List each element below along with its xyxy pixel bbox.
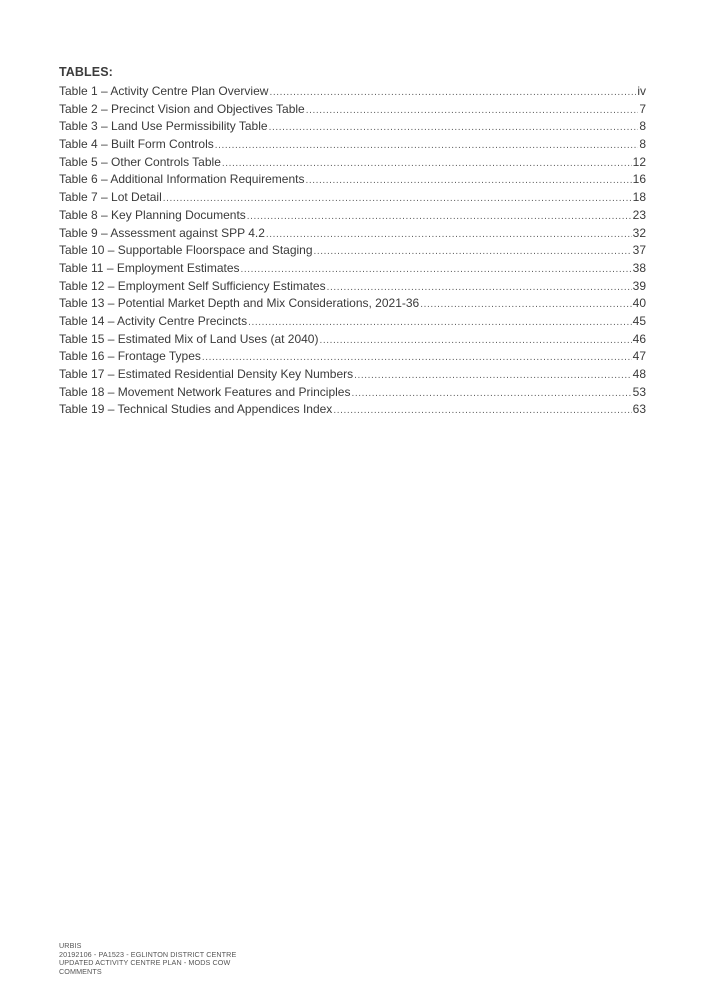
toc-dot-leader [202,349,632,367]
toc-entry-label: Table 11 – Employment Estimates [59,260,240,275]
toc-entry[interactable] [59,101,646,119]
toc-entry[interactable] [59,401,646,419]
toc-entry[interactable] [59,384,646,402]
toc-entry-page-number: 32 [632,225,646,240]
toc-entry[interactable] [59,260,646,278]
toc-entry-page-number: 48 [632,367,646,381]
toc-entry-label: Table 8 – Key Planning Documents [59,207,246,222]
toc-entry-label: Table 12 – Employment Self Sufficiency Estimates [59,278,326,293]
tables-list-of-contents [59,65,646,419]
toc-entry[interactable] [59,225,646,243]
footer-reference: 20192106 - PA1523 - EGLINTON DISTRICT CENTRE [59,949,237,959]
toc-dot-leader [269,119,639,137]
toc-entry[interactable] [59,331,646,349]
toc-entry-page-number: 45 [632,313,646,328]
toc-dot-leader [241,261,632,279]
toc-entry-label: Table 13 – Potential Market Depth and Mix Considerations, 2021-36 [59,296,420,311]
toc-entry[interactable] [59,207,646,225]
toc-dot-leader [333,402,631,420]
toc-entry-page-number: 8 [639,137,646,152]
toc-entry-page-number: 38 [632,260,646,275]
toc-entry[interactable] [59,278,646,296]
toc-entry-label: Table 4 – Built Form Controls [59,137,214,152]
toc-entry-page-number: 53 [632,384,646,399]
toc-entry-page-number: 39 [632,278,646,293]
toc-entries [59,83,646,419]
toc-dot-leader [305,172,631,190]
toc-dot-leader [319,332,631,350]
toc-entry-label: Table 19 – Technical Studies and Appendices Index [59,402,333,417]
toc-entry[interactable] [59,118,646,136]
footer-document-title: UPDATED ACTIVITY CENTRE PLAN - MODS COW [59,958,231,968]
toc-entry-page-number: iv [637,84,646,98]
toc-entry-label: Table 17 – Estimated Residential Density Key Numbers [59,367,354,381]
toc-entry[interactable] [59,242,646,260]
toc-entry-label: Table 7 – Lot Detail [59,190,162,205]
toc-dot-leader [269,84,636,102]
toc-heading: TABLES: [59,65,113,79]
toc-entry-page-number: 18 [632,190,646,205]
toc-entry-page-number: 46 [632,331,646,346]
toc-entry-label: Table 16 – Frontage Types [59,349,201,364]
toc-entry-label: Table 6 – Additional Information Requirements [59,172,305,187]
toc-entry-label: Table 10 – Supportable Floorspace and Staging [59,243,313,258]
toc-entry-page-number: 23 [632,207,646,222]
toc-dot-leader [248,314,632,332]
toc-entry-page-number: 40 [632,296,646,311]
toc-entry-page-number: 7 [639,101,646,116]
toc-entry[interactable] [59,136,646,154]
toc-entry-page-number: 47 [632,349,646,364]
toc-entry[interactable] [59,295,646,313]
toc-dot-leader [266,226,632,244]
toc-entry[interactable] [59,313,646,331]
toc-entry-page-number: 16 [632,172,646,187]
toc-dot-leader [420,296,631,314]
toc-entry-label: Table 5 – Other Controls Table [59,154,221,169]
toc-dot-leader [327,279,632,297]
toc-entry-page-number: 8 [639,119,646,134]
toc-dot-leader [215,137,639,155]
page-footer [59,942,279,977]
footer-document-title-continued: COMMENTS [59,967,102,977]
toc-dot-leader [222,155,632,173]
toc-dot-leader [351,385,631,403]
toc-entry-label: Table 3 – Land Use Permissibility Table [59,119,268,134]
toc-entry[interactable] [59,171,646,189]
toc-entry-page-number: 63 [632,402,646,417]
toc-dot-leader [247,208,632,226]
toc-dot-leader [306,102,639,120]
toc-entry[interactable] [59,366,646,384]
toc-dot-leader [314,243,632,261]
toc-entry-label: Table 2 – Precinct Vision and Objectives Table [59,101,305,116]
toc-entry-label: Table 1 – Activity Centre Plan Overview [59,84,269,98]
toc-entry[interactable] [59,83,646,101]
toc-dot-leader [354,367,632,385]
footer-company: URBIS [59,941,82,950]
toc-entry-page-number: 37 [632,243,646,258]
toc-entry-label: Table 9 – Assessment against SPP 4.2 [59,225,265,240]
toc-entry-label: Table 14 – Activity Centre Precincts [59,313,248,328]
toc-dot-leader [163,190,632,208]
toc-entry-label: Table 18 – Movement Network Features and Principles [59,384,351,399]
toc-entry-page-number: 12 [632,154,646,169]
toc-entry[interactable] [59,154,646,172]
toc-entry[interactable] [59,189,646,207]
toc-entry-label: Table 15 – Estimated Mix of Land Uses (at 2040) [59,331,319,346]
toc-entry[interactable] [59,348,646,366]
